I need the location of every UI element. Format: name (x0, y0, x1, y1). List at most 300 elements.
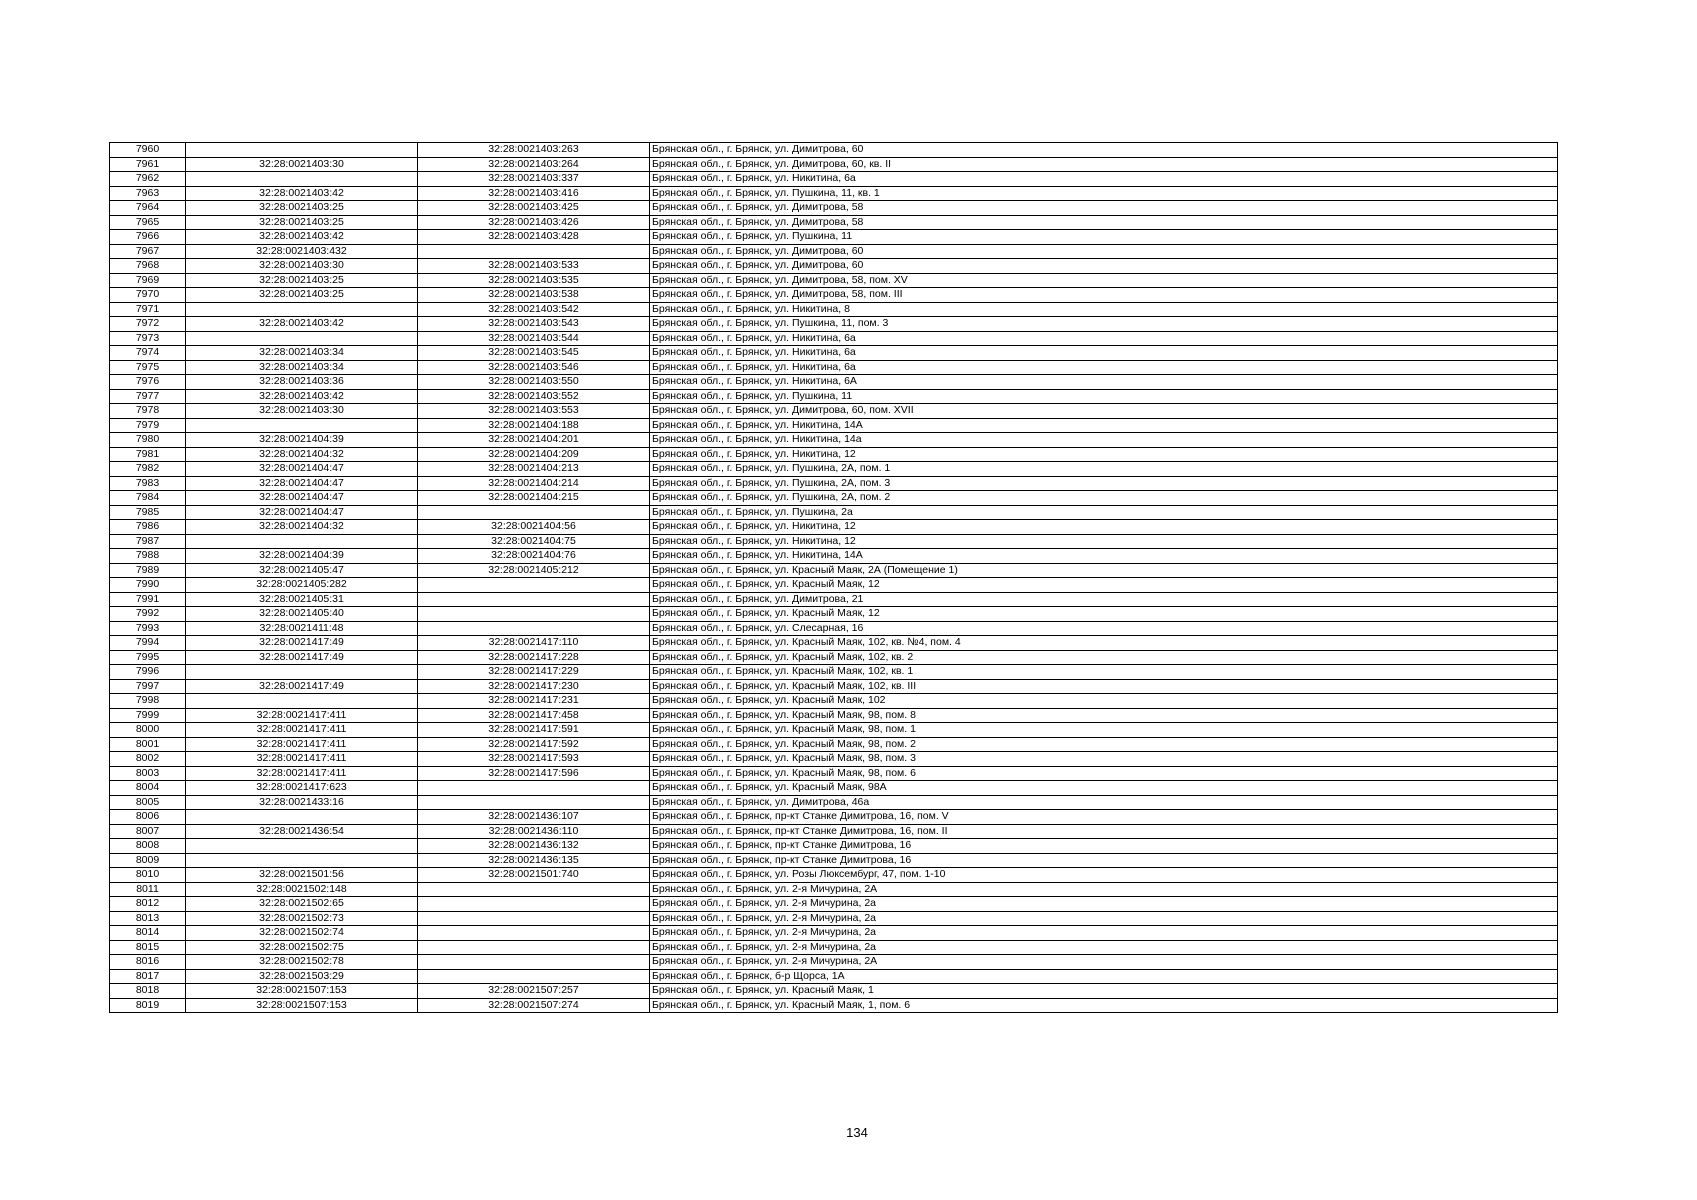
row-number-cell: 7961 (110, 157, 186, 172)
table-row (110, 462, 1558, 477)
table-row (110, 868, 1558, 883)
object-cadastral-number-cell: 32:28:0021417:596 (418, 766, 650, 781)
table-row (110, 360, 1558, 375)
table-row (110, 346, 1558, 361)
table-row (110, 592, 1558, 607)
object-cadastral-number-cell (418, 882, 650, 897)
table-row (110, 549, 1558, 564)
object-cadastral-number-cell: 32:28:0021403:416 (418, 186, 650, 201)
parcel-cadastral-number-cell: 32:28:0021404:39 (186, 549, 418, 564)
address-cell: Брянская обл., г. Брянск, ул. Красный Маяк, 102, кв. №4, пом. 4 (650, 636, 1558, 651)
parcel-cadastral-number-cell: 32:28:0021503:29 (186, 969, 418, 984)
address-cell: Брянская обл., г. Брянск, ул. Димитрова, 60, кв. II (650, 157, 1558, 172)
object-cadastral-number-cell: 32:28:0021403:545 (418, 346, 650, 361)
row-number-cell: 8015 (110, 940, 186, 955)
table-row (110, 404, 1558, 419)
address-cell: Брянская обл., г. Брянск, ул. Никитина, 12 (650, 447, 1558, 462)
table-row (110, 288, 1558, 303)
parcel-cadastral-number-cell: 32:28:0021417:411 (186, 723, 418, 738)
object-cadastral-number-cell: 32:28:0021403:533 (418, 259, 650, 274)
row-number-cell: 7969 (110, 273, 186, 288)
row-number-cell: 7982 (110, 462, 186, 477)
parcel-cadastral-number-cell: 32:28:0021501:56 (186, 868, 418, 883)
address-cell: Брянская обл., г. Брянск, ул. Димитрова, 58 (650, 215, 1558, 230)
parcel-cadastral-number-cell: 32:28:0021507:153 (186, 984, 418, 999)
parcel-cadastral-number-cell: 32:28:0021403:25 (186, 288, 418, 303)
parcel-cadastral-number-cell (186, 418, 418, 433)
row-number-cell: 8009 (110, 853, 186, 868)
address-cell: Брянская обл., г. Брянск, ул. Никитина, 14А (650, 418, 1558, 433)
parcel-cadastral-number-cell (186, 810, 418, 825)
address-cell: Брянская обл., г. Брянск, ул. 2-я Мичурина, 2а (650, 897, 1558, 912)
object-cadastral-number-cell (418, 897, 650, 912)
address-cell: Брянская обл., г. Брянск, ул. Пушкина, 11 (650, 230, 1558, 245)
parcel-cadastral-number-cell: 32:28:0021403:36 (186, 375, 418, 390)
parcel-cadastral-number-cell: 32:28:0021403:42 (186, 317, 418, 332)
table-row (110, 520, 1558, 535)
object-cadastral-number-cell (418, 505, 650, 520)
address-cell: Брянская обл., г. Брянск, ул. Никитина, 6а (650, 331, 1558, 346)
address-cell: Брянская обл., г. Брянск, ул. Красный Маяк, 12 (650, 607, 1558, 622)
address-cell: Брянская обл., г. Брянск, ул. 2-я Мичурина, 2А (650, 955, 1558, 970)
object-cadastral-number-cell: 32:28:0021403:428 (418, 230, 650, 245)
parcel-cadastral-number-cell: 32:28:0021403:30 (186, 259, 418, 274)
table-row (110, 621, 1558, 636)
row-number-cell: 8012 (110, 897, 186, 912)
table-row (110, 331, 1558, 346)
row-number-cell: 8002 (110, 752, 186, 767)
object-cadastral-number-cell: 32:28:0021404:209 (418, 447, 650, 462)
table-row (110, 578, 1558, 593)
parcel-cadastral-number-cell (186, 665, 418, 680)
object-cadastral-number-cell: 32:28:0021403:542 (418, 302, 650, 317)
row-number-cell: 8011 (110, 882, 186, 897)
object-cadastral-number-cell: 32:28:0021404:213 (418, 462, 650, 477)
table-row (110, 853, 1558, 868)
table-row (110, 172, 1558, 187)
address-cell: Брянская обл., г. Брянск, пр-кт Станке Димитрова, 16 (650, 853, 1558, 868)
row-number-cell: 7996 (110, 665, 186, 680)
row-number-cell: 7963 (110, 186, 186, 201)
address-cell: Брянская обл., г. Брянск, ул. Пушкина, 2а (650, 505, 1558, 520)
object-cadastral-number-cell: 32:28:0021404:214 (418, 476, 650, 491)
row-number-cell: 7977 (110, 389, 186, 404)
row-number-cell: 7999 (110, 708, 186, 723)
parcel-cadastral-number-cell: 32:28:0021433:16 (186, 795, 418, 810)
row-number-cell: 8007 (110, 824, 186, 839)
object-cadastral-number-cell: 32:28:0021417:458 (418, 708, 650, 723)
row-number-cell: 8014 (110, 926, 186, 941)
object-cadastral-number-cell: 32:28:0021417:110 (418, 636, 650, 651)
table-row (110, 636, 1558, 651)
table-row (110, 824, 1558, 839)
object-cadastral-number-cell: 32:28:0021417:228 (418, 650, 650, 665)
address-cell: Брянская обл., г. Брянск, ул. Красный Маяк, 98, пом. 8 (650, 708, 1558, 723)
parcel-cadastral-number-cell: 32:28:0021403:42 (186, 186, 418, 201)
parcel-cadastral-number-cell: 32:28:0021403:25 (186, 215, 418, 230)
object-cadastral-number-cell (418, 969, 650, 984)
row-number-cell: 7991 (110, 592, 186, 607)
address-cell: Брянская обл., г. Брянск, ул. 2-я Мичурина, 2А (650, 882, 1558, 897)
address-cell: Брянская обл., г. Брянск, ул. Пушкина, 2А, пом. 2 (650, 491, 1558, 506)
table-body (110, 143, 1558, 1013)
table-row (110, 157, 1558, 172)
table-row (110, 433, 1558, 448)
table-row (110, 940, 1558, 955)
object-cadastral-number-cell: 32:28:0021403:264 (418, 157, 650, 172)
object-cadastral-number-cell (418, 940, 650, 955)
parcel-cadastral-number-cell: 32:28:0021417:411 (186, 766, 418, 781)
parcel-cadastral-number-cell: 32:28:0021403:34 (186, 346, 418, 361)
row-number-cell: 7972 (110, 317, 186, 332)
row-number-cell: 7974 (110, 346, 186, 361)
address-cell: Брянская обл., г. Брянск, ул. Димитрова, 46а (650, 795, 1558, 810)
row-number-cell: 7975 (110, 360, 186, 375)
parcel-cadastral-number-cell: 32:28:0021417:411 (186, 752, 418, 767)
address-cell: Брянская обл., г. Брянск, ул. Пушкина, 2А, пом. 1 (650, 462, 1558, 477)
table-row (110, 230, 1558, 245)
address-cell: Брянская обл., г. Брянск, ул. Красный Маяк, 102, кв. 1 (650, 665, 1558, 680)
object-cadastral-number-cell: 32:28:0021403:544 (418, 331, 650, 346)
row-number-cell: 7995 (110, 650, 186, 665)
table-row (110, 650, 1558, 665)
row-number-cell: 7987 (110, 534, 186, 549)
table-row (110, 810, 1558, 825)
address-cell: Брянская обл., г. Брянск, ул. Димитрова, 58, пом. XV (650, 273, 1558, 288)
parcel-cadastral-number-cell: 32:28:0021404:32 (186, 520, 418, 535)
row-number-cell: 7981 (110, 447, 186, 462)
object-cadastral-number-cell: 32:28:0021436:110 (418, 824, 650, 839)
address-cell: Брянская обл., г. Брянск, ул. Никитина, 6а (650, 172, 1558, 187)
object-cadastral-number-cell: 32:28:0021403:553 (418, 404, 650, 419)
address-cell: Брянская обл., г. Брянск, ул. Никитина, 6а (650, 360, 1558, 375)
address-cell: Брянская обл., г. Брянск, ул. Красный Маяк, 98, пом. 3 (650, 752, 1558, 767)
object-cadastral-number-cell: 32:28:0021403:546 (418, 360, 650, 375)
table-row (110, 215, 1558, 230)
address-cell: Брянская обл., г. Брянск, ул. Димитрова, 58, пом. III (650, 288, 1558, 303)
object-cadastral-number-cell: 32:28:0021417:230 (418, 679, 650, 694)
object-cadastral-number-cell: 32:28:0021417:231 (418, 694, 650, 709)
table-row (110, 679, 1558, 694)
object-cadastral-number-cell: 32:28:0021436:107 (418, 810, 650, 825)
address-cell: Брянская обл., г. Брянск, ул. 2-я Мичурина, 2а (650, 911, 1558, 926)
address-cell: Брянская обл., г. Брянск, ул. Димитрова, 21 (650, 592, 1558, 607)
address-cell: Брянская обл., г. Брянск, ул. Красный Маяк, 98А (650, 781, 1558, 796)
row-number-cell: 8008 (110, 839, 186, 854)
address-cell: Брянская обл., г. Брянск, ул. Димитрова, 60, пом. XVII (650, 404, 1558, 419)
address-cell: Брянская обл., г. Брянск, пр-кт Станке Димитрова, 16, пом. V (650, 810, 1558, 825)
row-number-cell: 7978 (110, 404, 186, 419)
address-cell: Брянская обл., г. Брянск, ул. Красный Маяк, 1, пом. 6 (650, 998, 1558, 1013)
row-number-cell: 7960 (110, 143, 186, 158)
row-number-cell: 7976 (110, 375, 186, 390)
table-row (110, 375, 1558, 390)
parcel-cadastral-number-cell: 32:28:0021502:75 (186, 940, 418, 955)
address-cell: Брянская обл., г. Брянск, ул. Никитина, 6а (650, 346, 1558, 361)
row-number-cell: 7990 (110, 578, 186, 593)
row-number-cell: 7979 (110, 418, 186, 433)
row-number-cell: 7980 (110, 433, 186, 448)
object-cadastral-number-cell: 32:28:0021436:132 (418, 839, 650, 854)
table-row (110, 766, 1558, 781)
parcel-cadastral-number-cell: 32:28:0021417:623 (186, 781, 418, 796)
row-number-cell: 7967 (110, 244, 186, 259)
address-cell: Брянская обл., г. Брянск, ул. Пушкина, 2А, пом. 3 (650, 476, 1558, 491)
parcel-cadastral-number-cell: 32:28:0021502:78 (186, 955, 418, 970)
row-number-cell: 7997 (110, 679, 186, 694)
row-number-cell: 7994 (110, 636, 186, 651)
table-row (110, 389, 1558, 404)
object-cadastral-number-cell: 32:28:0021436:135 (418, 853, 650, 868)
parcel-cadastral-number-cell: 32:28:0021417:411 (186, 737, 418, 752)
address-cell: Брянская обл., г. Брянск, ул. Пушкина, 11, пом. 3 (650, 317, 1558, 332)
parcel-cadastral-number-cell: 32:28:0021502:65 (186, 897, 418, 912)
table-row (110, 317, 1558, 332)
row-number-cell: 7968 (110, 259, 186, 274)
object-cadastral-number-cell (418, 621, 650, 636)
row-number-cell: 7984 (110, 491, 186, 506)
object-cadastral-number-cell: 32:28:0021507:274 (418, 998, 650, 1013)
address-cell: Брянская обл., г. Брянск, пр-кт Станке Димитрова, 16, пом. II (650, 824, 1558, 839)
table-row (110, 694, 1558, 709)
row-number-cell: 8000 (110, 723, 186, 738)
address-cell: Брянская обл., г. Брянск, ул. Димитрова, 60 (650, 143, 1558, 158)
object-cadastral-number-cell: 32:28:0021404:201 (418, 433, 650, 448)
object-cadastral-number-cell: 32:28:0021403:426 (418, 215, 650, 230)
table-row (110, 795, 1558, 810)
parcel-cadastral-number-cell: 32:28:0021404:47 (186, 462, 418, 477)
object-cadastral-number-cell: 32:28:0021404:56 (418, 520, 650, 535)
object-cadastral-number-cell: 32:28:0021417:593 (418, 752, 650, 767)
object-cadastral-number-cell: 32:28:0021417:229 (418, 665, 650, 680)
parcel-cadastral-number-cell: 32:28:0021404:47 (186, 476, 418, 491)
address-cell: Брянская обл., г. Брянск, ул. Красный Маяк, 102, кв. III (650, 679, 1558, 694)
row-number-cell: 8006 (110, 810, 186, 825)
parcel-cadastral-number-cell (186, 172, 418, 187)
row-number-cell: 8016 (110, 955, 186, 970)
table-row (110, 418, 1558, 433)
table-row (110, 882, 1558, 897)
table-row (110, 723, 1558, 738)
parcel-cadastral-number-cell (186, 534, 418, 549)
parcel-cadastral-number-cell: 32:28:0021417:49 (186, 650, 418, 665)
parcel-cadastral-number-cell: 32:28:0021405:47 (186, 563, 418, 578)
parcel-cadastral-number-cell (186, 302, 418, 317)
page-number: 134 (846, 1125, 868, 1140)
parcel-cadastral-number-cell: 32:28:0021403:42 (186, 389, 418, 404)
row-number-cell: 8018 (110, 984, 186, 999)
object-cadastral-number-cell (418, 955, 650, 970)
table-row (110, 897, 1558, 912)
address-cell: Брянская обл., г. Брянск, ул. Димитрова, 60 (650, 244, 1558, 259)
object-cadastral-number-cell: 32:28:0021404:188 (418, 418, 650, 433)
table-row (110, 926, 1558, 941)
row-number-cell: 7986 (110, 520, 186, 535)
object-cadastral-number-cell: 32:28:0021404:76 (418, 549, 650, 564)
object-cadastral-number-cell (418, 578, 650, 593)
object-cadastral-number-cell (418, 926, 650, 941)
table-row (110, 273, 1558, 288)
row-number-cell: 8019 (110, 998, 186, 1013)
row-number-cell: 7993 (110, 621, 186, 636)
table-row (110, 781, 1558, 796)
parcel-cadastral-number-cell: 32:28:0021417:49 (186, 679, 418, 694)
parcel-cadastral-number-cell: 32:28:0021502:74 (186, 926, 418, 941)
row-number-cell: 7964 (110, 201, 186, 216)
object-cadastral-number-cell: 32:28:0021404:75 (418, 534, 650, 549)
object-cadastral-number-cell: 32:28:0021403:263 (418, 143, 650, 158)
table-row (110, 984, 1558, 999)
table-row (110, 505, 1558, 520)
row-number-cell: 8003 (110, 766, 186, 781)
object-cadastral-number-cell: 32:28:0021404:215 (418, 491, 650, 506)
table-row (110, 998, 1558, 1013)
address-cell: Брянская обл., г. Брянск, ул. Никитина, 12 (650, 520, 1558, 535)
parcel-cadastral-number-cell: 32:28:0021405:282 (186, 578, 418, 593)
address-cell: Брянская обл., г. Брянск, пр-кт Станке Димитрова, 16 (650, 839, 1558, 854)
parcel-cadastral-number-cell: 32:28:0021502:73 (186, 911, 418, 926)
table-row (110, 259, 1558, 274)
address-cell: Брянская обл., г. Брянск, ул. Никитина, 14А (650, 549, 1558, 564)
parcel-cadastral-number-cell: 32:28:0021502:148 (186, 882, 418, 897)
parcel-cadastral-number-cell: 32:28:0021405:40 (186, 607, 418, 622)
parcel-cadastral-number-cell: 32:28:0021403:432 (186, 244, 418, 259)
parcel-cadastral-number-cell: 32:28:0021403:42 (186, 230, 418, 245)
address-cell: Брянская обл., г. Брянск, ул. Розы Люксембург, 47, пом. 1-10 (650, 868, 1558, 883)
table-row (110, 244, 1558, 259)
table-row (110, 491, 1558, 506)
address-cell: Брянская обл., г. Брянск, ул. Красный Маяк, 1 (650, 984, 1558, 999)
table-row (110, 563, 1558, 578)
table-row (110, 665, 1558, 680)
row-number-cell: 7998 (110, 694, 186, 709)
table-row (110, 737, 1558, 752)
parcel-cadastral-number-cell: 32:28:0021404:47 (186, 491, 418, 506)
object-cadastral-number-cell (418, 607, 650, 622)
object-cadastral-number-cell: 32:28:0021417:591 (418, 723, 650, 738)
object-cadastral-number-cell: 32:28:0021403:543 (418, 317, 650, 332)
row-number-cell: 7971 (110, 302, 186, 317)
row-number-cell: 7983 (110, 476, 186, 491)
parcel-cadastral-number-cell: 32:28:0021403:30 (186, 157, 418, 172)
row-number-cell: 8004 (110, 781, 186, 796)
address-cell: Брянская обл., г. Брянск, ул. 2-я Мичурина, 2а (650, 926, 1558, 941)
table-row (110, 839, 1558, 854)
row-number-cell: 7989 (110, 563, 186, 578)
object-cadastral-number-cell (418, 781, 650, 796)
address-cell: Брянская обл., г. Брянск, б-р Щорса, 1А (650, 969, 1558, 984)
object-cadastral-number-cell: 32:28:0021403:425 (418, 201, 650, 216)
address-cell: Брянская обл., г. Брянск, ул. Красный Маяк, 98, пом. 1 (650, 723, 1558, 738)
cadastral-table (109, 142, 1558, 1013)
object-cadastral-number-cell: 32:28:0021417:592 (418, 737, 650, 752)
address-cell: Брянская обл., г. Брянск, ул. Красный Маяк, 102, кв. 2 (650, 650, 1558, 665)
object-cadastral-number-cell (418, 244, 650, 259)
table-row (110, 447, 1558, 462)
address-cell: Брянская обл., г. Брянск, ул. Никитина, 6А (650, 375, 1558, 390)
parcel-cadastral-number-cell: 32:28:0021403:34 (186, 360, 418, 375)
parcel-cadastral-number-cell (186, 839, 418, 854)
parcel-cadastral-number-cell: 32:28:0021417:411 (186, 708, 418, 723)
table-row (110, 302, 1558, 317)
table-row (110, 476, 1558, 491)
parcel-cadastral-number-cell: 32:28:0021403:25 (186, 273, 418, 288)
parcel-cadastral-number-cell: 32:28:0021411:48 (186, 621, 418, 636)
parcel-cadastral-number-cell: 32:28:0021417:49 (186, 636, 418, 651)
object-cadastral-number-cell (418, 795, 650, 810)
parcel-cadastral-number-cell: 32:28:0021436:54 (186, 824, 418, 839)
table-row (110, 534, 1558, 549)
object-cadastral-number-cell (418, 911, 650, 926)
object-cadastral-number-cell: 32:28:0021507:257 (418, 984, 650, 999)
address-cell: Брянская обл., г. Брянск, ул. 2-я Мичурина, 2а (650, 940, 1558, 955)
address-cell: Брянская обл., г. Брянск, ул. Пушкина, 11 (650, 389, 1558, 404)
row-number-cell: 8005 (110, 795, 186, 810)
row-number-cell: 7992 (110, 607, 186, 622)
row-number-cell: 8017 (110, 969, 186, 984)
parcel-cadastral-number-cell: 32:28:0021403:25 (186, 201, 418, 216)
parcel-cadastral-number-cell (186, 694, 418, 709)
parcel-cadastral-number-cell (186, 853, 418, 868)
row-number-cell: 7985 (110, 505, 186, 520)
address-cell: Брянская обл., г. Брянск, ул. Никитина, 14а (650, 433, 1558, 448)
table-row (110, 708, 1558, 723)
object-cadastral-number-cell: 32:28:0021403:535 (418, 273, 650, 288)
row-number-cell: 8001 (110, 737, 186, 752)
address-cell: Брянская обл., г. Брянск, ул. Слесарная, 16 (650, 621, 1558, 636)
row-number-cell: 7973 (110, 331, 186, 346)
address-cell: Брянская обл., г. Брянск, ул. Пушкина, 11, кв. 1 (650, 186, 1558, 201)
table-row (110, 143, 1558, 158)
address-cell: Брянская обл., г. Брянск, ул. Красный Маяк, 102 (650, 694, 1558, 709)
parcel-cadastral-number-cell (186, 143, 418, 158)
address-cell: Брянская обл., г. Брянск, ул. Димитрова, 60 (650, 259, 1558, 274)
parcel-cadastral-number-cell: 32:28:0021404:39 (186, 433, 418, 448)
parcel-cadastral-number-cell (186, 331, 418, 346)
address-cell: Брянская обл., г. Брянск, ул. Красный Маяк, 12 (650, 578, 1558, 593)
row-number-cell: 7970 (110, 288, 186, 303)
object-cadastral-number-cell: 32:28:0021501:740 (418, 868, 650, 883)
row-number-cell: 7988 (110, 549, 186, 564)
object-cadastral-number-cell: 32:28:0021403:337 (418, 172, 650, 187)
address-cell: Брянская обл., г. Брянск, ул. Димитрова, 58 (650, 201, 1558, 216)
address-cell: Брянская обл., г. Брянск, ул. Красный Маяк, 98, пом. 6 (650, 766, 1558, 781)
object-cadastral-number-cell: 32:28:0021403:538 (418, 288, 650, 303)
table-row (110, 969, 1558, 984)
table-row (110, 911, 1558, 926)
parcel-cadastral-number-cell: 32:28:0021404:32 (186, 447, 418, 462)
address-cell: Брянская обл., г. Брянск, ул. Никитина, 8 (650, 302, 1558, 317)
parcel-cadastral-number-cell: 32:28:0021403:30 (186, 404, 418, 419)
table-row (110, 607, 1558, 622)
object-cadastral-number-cell: 32:28:0021403:550 (418, 375, 650, 390)
row-number-cell: 7962 (110, 172, 186, 187)
row-number-cell: 7965 (110, 215, 186, 230)
row-number-cell: 8013 (110, 911, 186, 926)
address-cell: Брянская обл., г. Брянск, ул. Красный Маяк, 98, пом. 2 (650, 737, 1558, 752)
object-cadastral-number-cell (418, 592, 650, 607)
row-number-cell: 7966 (110, 230, 186, 245)
table-row (110, 752, 1558, 767)
address-cell: Брянская обл., г. Брянск, ул. Красный Маяк, 2А (Помещение 1) (650, 563, 1558, 578)
object-cadastral-number-cell: 32:28:0021403:552 (418, 389, 650, 404)
parcel-cadastral-number-cell: 32:28:0021507:153 (186, 998, 418, 1013)
object-cadastral-number-cell: 32:28:0021405:212 (418, 563, 650, 578)
parcel-cadastral-number-cell: 32:28:0021405:31 (186, 592, 418, 607)
row-number-cell: 8010 (110, 868, 186, 883)
table-row (110, 186, 1558, 201)
parcel-cadastral-number-cell: 32:28:0021404:47 (186, 505, 418, 520)
